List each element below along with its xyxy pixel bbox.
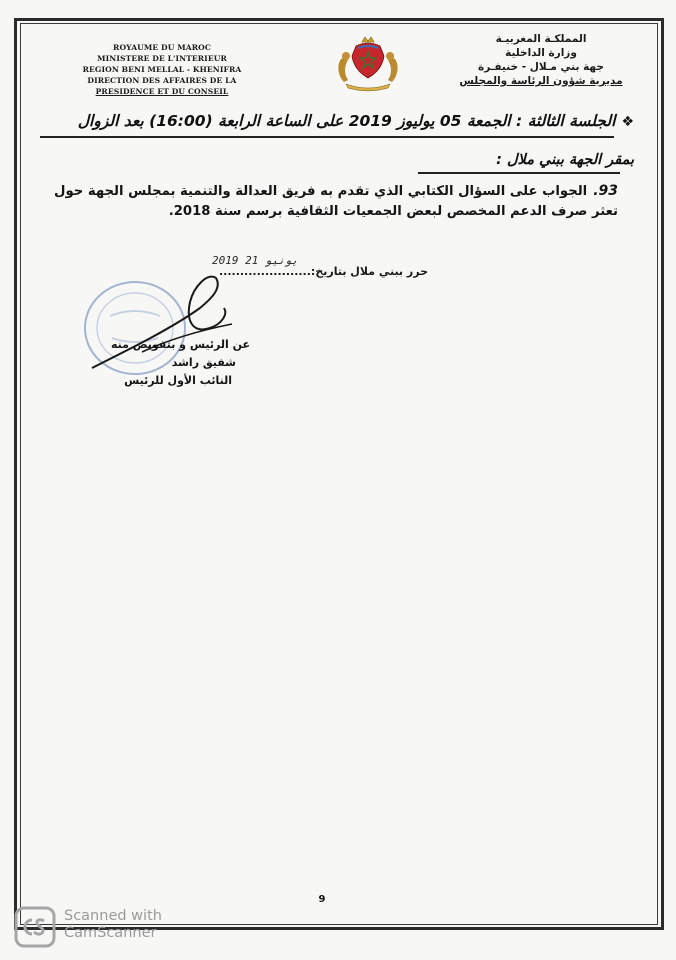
venue-underline (418, 172, 620, 174)
header-ar-line2: وزارة الداخلية (505, 47, 577, 59)
header-arabic (452, 32, 630, 88)
header-ar-line3: جهة بني مـلال - خنيفـرة (478, 61, 604, 73)
agenda-item-line2: تعثر صرف الدعم المخصص لبعض الجمعيات الثقافية برسم سنة 2018. (168, 204, 618, 219)
written-at-line: حرر ببني ملال بتاريخ:...................... (218, 265, 428, 278)
session-text: الجلسة الثالثة : الجمعة 05 يوليوز 2019 على الساعة الرابعة (16:00) بعد الزوال (77, 112, 616, 130)
agenda-item-line1 (46, 181, 618, 202)
session-heading (34, 110, 634, 133)
scanner-watermark (14, 906, 184, 952)
header-fr-line1: ROYAUME DU MAROC (113, 43, 211, 52)
header-fr-line2: MINISTERE DE L'INTERIEUR (97, 54, 227, 63)
page-number: 9 (318, 894, 326, 905)
scanner-line1: Scanned with (64, 908, 162, 924)
signatory-name: شفيق راشد (171, 356, 236, 369)
header-fr-line3: REGION BENI MELLAL - KHENIFRA (82, 65, 242, 74)
agenda-item-number: 93. (593, 183, 618, 199)
agenda-item-text-1: الجواب على السؤال الكتابي الذي تقدم به فريق العدالة والتنمية بمجلس الجهة حول (54, 184, 588, 199)
signature-block (96, 336, 250, 390)
header-french (62, 42, 262, 97)
coat-of-arms-icon (332, 36, 404, 94)
handwritten-date: 2019 يونيو 21 (212, 254, 299, 267)
header-fr-line4: DIRECTION DES AFFAIRES DE LA (87, 76, 237, 85)
agenda-item (46, 181, 618, 222)
camscanner-logo-icon (14, 906, 56, 948)
session-underline (40, 136, 614, 138)
signature-on-behalf: عن الرئيس و بتفويض منه (110, 338, 250, 351)
signatory-role: النائب الأول للرئيس (124, 374, 232, 387)
scanner-text (64, 908, 184, 942)
header-ar-line1: المملكـة المغربيـة (495, 33, 587, 45)
header-ar-line4: مديرية شؤون الرئاسة والمجلس (459, 75, 623, 87)
scanner-line2: CamScanner (64, 925, 157, 941)
header-fr-line5: PRESIDENCE ET DU CONSEIL (95, 87, 229, 96)
venue-heading: بمقر الجهة ببني ملال : (496, 152, 634, 168)
diamond-bullet-icon: ❖ (621, 114, 634, 130)
